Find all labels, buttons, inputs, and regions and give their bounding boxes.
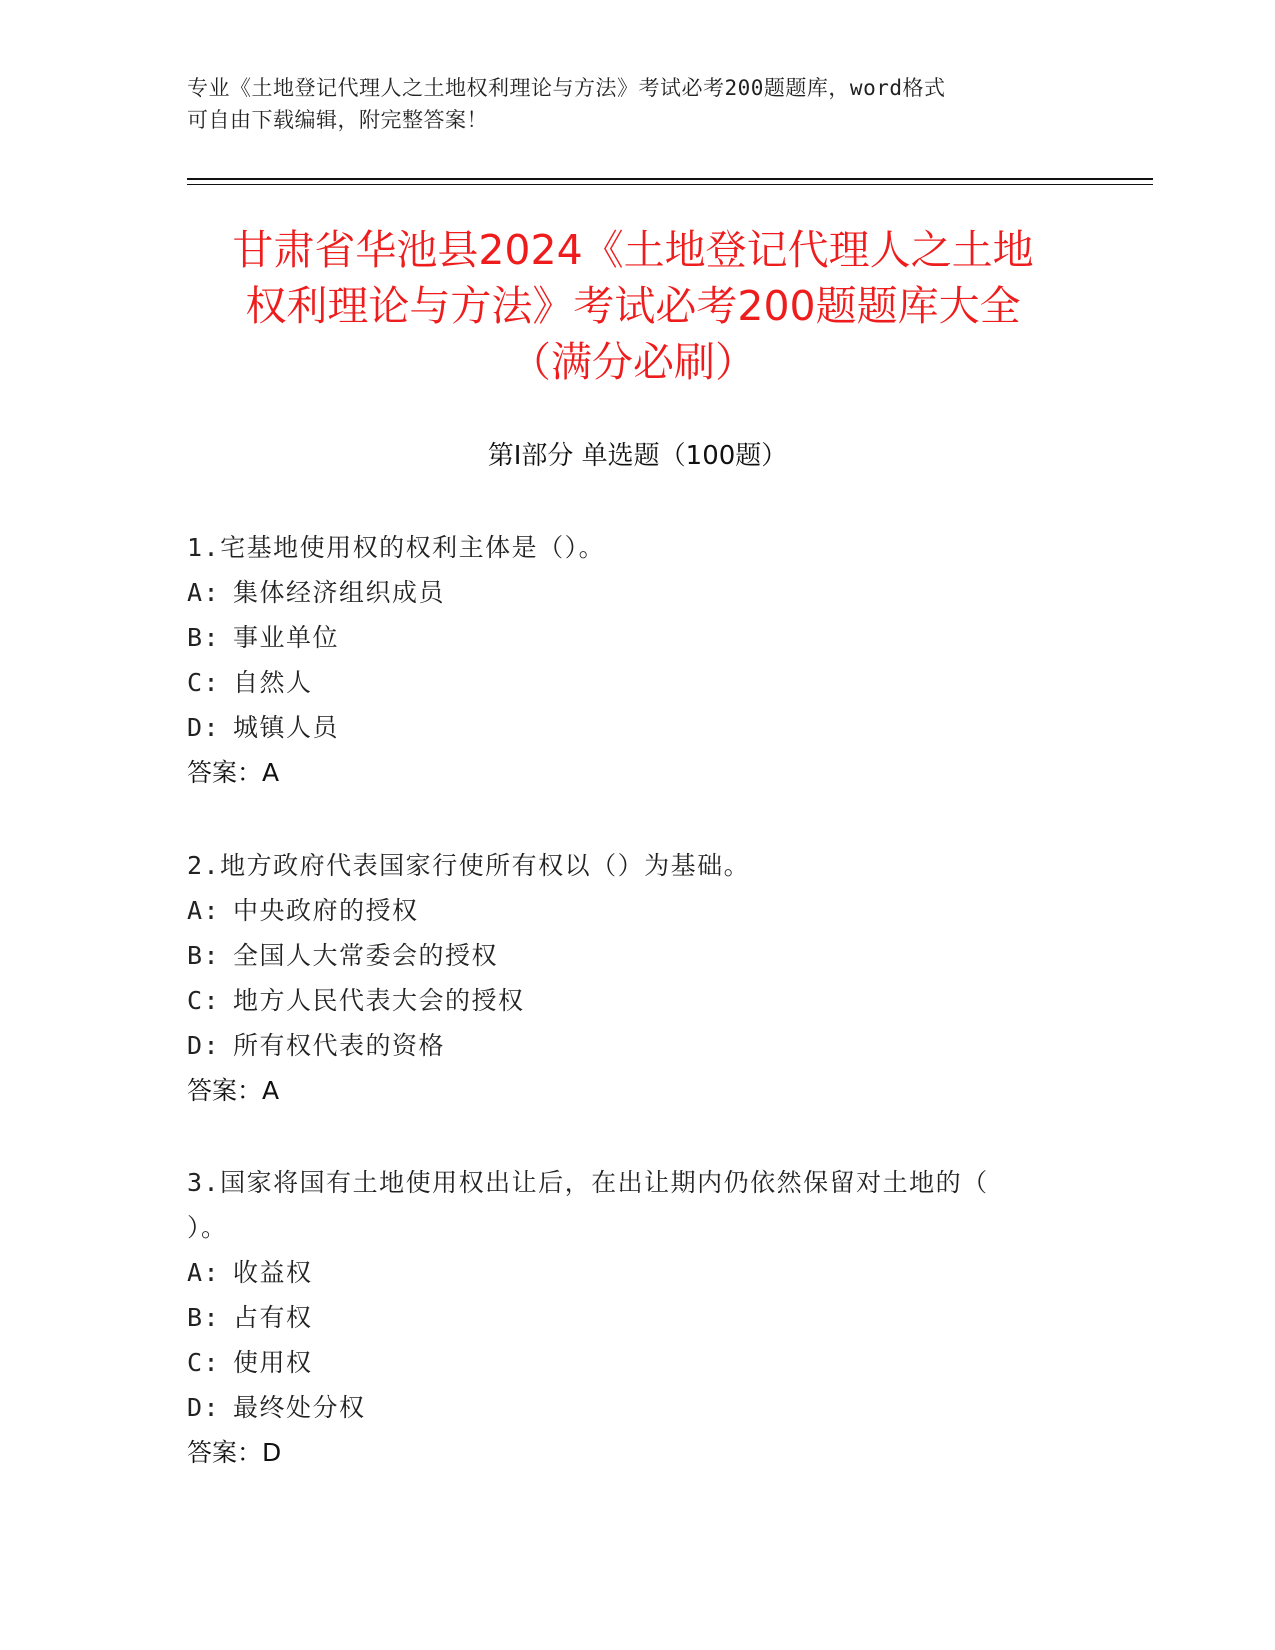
option-text: 所有权代表的资格: [233, 1031, 446, 1060]
header-note: [187, 72, 1067, 136]
option-text: 地方人民代表大会的授权: [233, 986, 525, 1015]
option-label: D:: [187, 1031, 221, 1060]
option-label: C:: [187, 986, 221, 1015]
option-label: C:: [187, 668, 221, 697]
option-a: [187, 888, 1087, 933]
question-stem-continued: ）。: [187, 1213, 228, 1242]
option-label: A:: [187, 578, 221, 607]
option-a: [187, 1250, 1087, 1295]
option-label: C:: [187, 1348, 221, 1377]
option-d: [187, 705, 1087, 750]
option-label: B:: [187, 1303, 221, 1332]
option-label: B:: [187, 941, 221, 970]
option-text: 最终处分权: [233, 1393, 366, 1422]
option-label: A:: [187, 896, 221, 925]
option-c: [187, 978, 1087, 1023]
title-line-1: 甘肃省华池县2024《土地登记代理人之土地: [232, 226, 1034, 274]
option-label: D:: [187, 1393, 221, 1422]
option-a: [187, 570, 1087, 615]
option-label: A:: [187, 1258, 221, 1287]
question-1: [187, 525, 1087, 795]
document-title: [150, 222, 1116, 390]
option-text: 全国人大常委会的授权: [233, 941, 499, 970]
header-rule-thin: [187, 184, 1153, 185]
answer: 答案：D: [187, 1438, 282, 1467]
title-line-2: 权利理论与方法》考试必考200题题库大全: [245, 282, 1021, 330]
option-text: 占有权: [233, 1303, 313, 1332]
question-stem: 1.宅基地使用权的权利主体是（）。: [187, 533, 606, 562]
header-note-line-1: 专业《土地登记代理人之土地权利理论与方法》考试必考200题题库，word格式: [187, 76, 946, 100]
header-rule-thick: [187, 178, 1153, 180]
header-note-line-2: 可自由下载编辑，附完整答案！: [187, 108, 488, 132]
option-d: [187, 1023, 1087, 1068]
option-text: 收益权: [233, 1258, 313, 1287]
option-text: 集体经济组织成员: [233, 578, 446, 607]
option-c: [187, 660, 1087, 705]
option-text: 中央政府的授权: [233, 896, 419, 925]
option-label: D:: [187, 713, 221, 742]
option-text: 自然人: [233, 668, 313, 697]
question-3: [187, 1160, 1087, 1475]
answer: 答案：A: [187, 1076, 280, 1105]
option-label: B:: [187, 623, 221, 652]
question-stem: 2.地方政府代表国家行使所有权以（）为基础。: [187, 851, 751, 880]
option-b: [187, 615, 1087, 660]
option-c: [187, 1340, 1087, 1385]
option-b: [187, 933, 1087, 978]
section-heading: 第Ⅰ部分 单选题（100题）: [487, 441, 788, 471]
option-b: [187, 1295, 1087, 1340]
option-text: 事业单位: [233, 623, 340, 652]
option-text: 使用权: [233, 1348, 313, 1377]
option-text: 城镇人员: [233, 713, 340, 742]
question-2: [187, 843, 1087, 1113]
title-line-3: （满分必刷）: [510, 338, 756, 386]
option-d: [187, 1385, 1087, 1430]
answer: 答案：A: [187, 758, 280, 787]
question-stem: 3.国家将国有土地使用权出让后，在出让期内仍依然保留对土地的（: [187, 1168, 989, 1197]
